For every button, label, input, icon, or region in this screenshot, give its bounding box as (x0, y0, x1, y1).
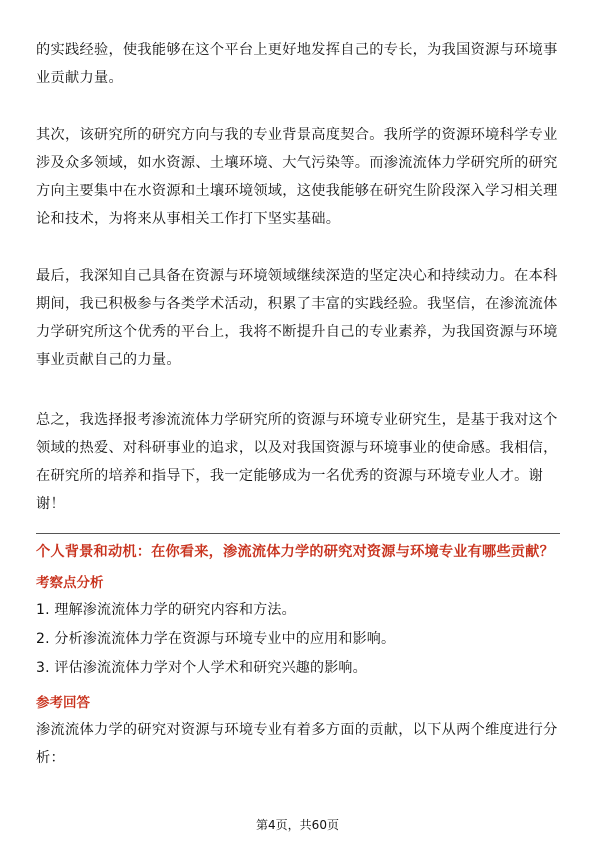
analysis-point: 3. 评估渗流流体力学对个人学术和研究兴趣的影响。 (36, 660, 367, 676)
paragraph-final-reason: 最后，我深知自己具备在资源与环境领域继续深造的坚定决心和持续动力。在本科期间，我已积极参与各类学术活动，积累了丰富的实践经验。我坚信，在渗流流体力学研究所这个优秀的平台上，我将不断提升自己的专业素养，为我国资源与环境事业贡献自己的力量。 (36, 268, 558, 368)
interview-question: 个人背景和动机：在你看来，渗流流体力学的研究对资源与环境专业有哪些贡献？ (36, 544, 554, 560)
section-divider (36, 533, 560, 534)
paragraph-conclusion: 总之，我选择报考渗流流体力学研究所的资源与环境专业研究生，是基于我对这个领域的热爱、对科研事业的追求，以及对我国资源与环境事业的使命感。我相信，在研究所的培养和指导下，我一定能够成为一名优秀的资源与环境专业人才。谢谢！ (36, 412, 558, 512)
paragraph-continuation: 的实践经验，使我能够在这个平台上更好地发挥自己的专长，为我国资源与环境事业贡献力量。 (36, 42, 558, 86)
analysis-point: 2. 分析渗流流体力学在资源与环境专业中的应用和影响。 (36, 631, 396, 647)
analysis-list (36, 596, 560, 683)
analysis-heading: 考察点分析 (36, 575, 104, 591)
page-number-footer: 第4页，共60页 (256, 818, 339, 832)
answer-heading: 参考回答 (36, 695, 90, 711)
analysis-point: 1. 理解渗流流体力学的研究内容和方法。 (36, 602, 296, 618)
answer-paragraph: 渗流流体力学的研究对资源与环境专业有着多方面的贡献，以下从两个维度进行分析： (36, 722, 558, 766)
paragraph-second-reason: 其次，该研究所的研究方向与我的专业背景高度契合。我所学的资源环境科学专业涉及众多领域，如水资源、土壤环境、大气污染等。而渗流流体力学研究所的研究方向主要集中在水资源和土壤环境领域，这使我能够在研究生阶段深入学习相关理论和技术，为将来从事相关工作打下坚实基础。 (36, 127, 558, 227)
